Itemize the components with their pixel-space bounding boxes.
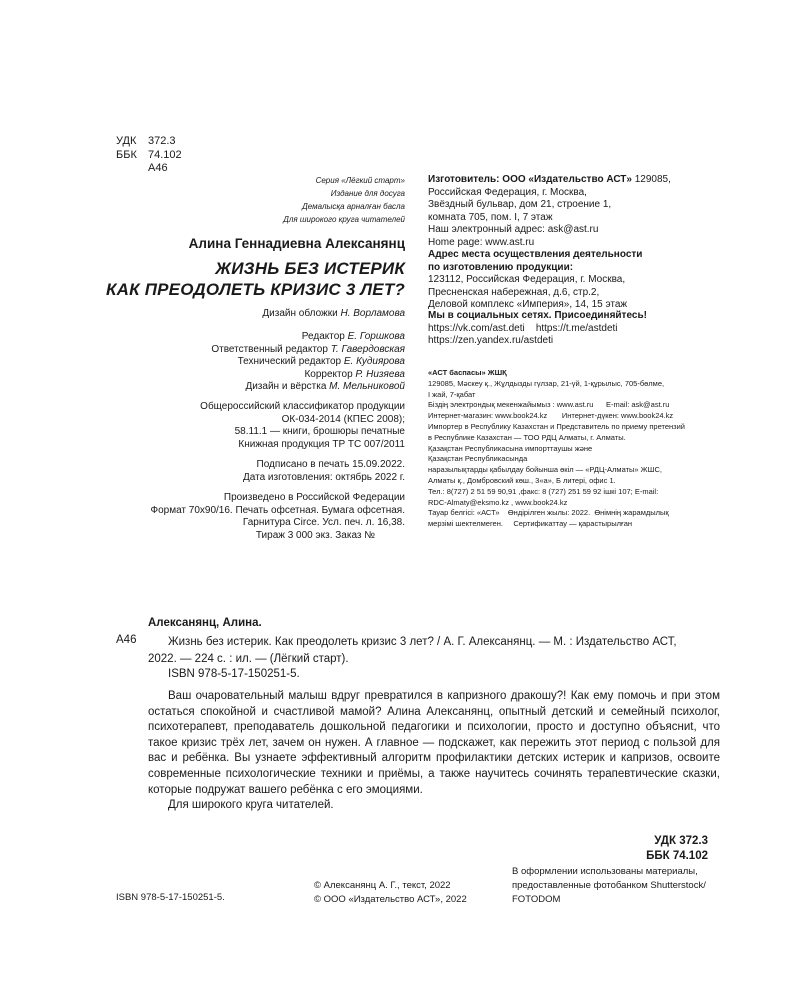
series-line: Серия «Лёгкий старт» [315, 176, 405, 185]
bbk-code: ББК 74.102 [646, 850, 708, 862]
copyright-line: © Алексанянц А. Г., текст, 2022 [314, 880, 451, 891]
date-line: Дата изготовления: октябрь 2022 г. [242, 471, 405, 483]
social-links: https://zen.yandex.ru/astdeti [428, 335, 554, 346]
bottom-isbn: ISBN 978-5-17-150251-5. [116, 892, 225, 903]
bbk-row [116, 149, 182, 163]
editor-row: Корректор Р. Низяева [304, 368, 405, 380]
credits-line: В оформлении использованы материалы, [512, 866, 698, 877]
book-title [106, 258, 405, 300]
editor-row: Редактор Е. Горшкова [301, 331, 405, 342]
catalog-heading: Алексанянц, Алина. [148, 617, 262, 629]
date-line: Подписано в печать 15.09.2022. [256, 459, 405, 470]
editor-row: Технический редактор Е. Кудиярова [237, 356, 405, 367]
catalog-reference: Жизнь без истерик. Как преодолеть кризис 3 лет? / А. Г. Алексанянц. — М. : Издательство АСТ, 2022. — 224 с. : ил. — (Лёгкий старт). [148, 636, 677, 665]
credits-line: предоставленные фотобанком Shutterstock/ [512, 880, 706, 891]
udk-label: УДК [116, 135, 137, 147]
classification-codes [608, 834, 708, 864]
catalog-author-mark: А46 [116, 634, 137, 646]
editors-block [211, 331, 405, 394]
social-block [428, 310, 647, 348]
classifier-line: Книжная продукция ТР ТС 007/2011 [238, 438, 405, 450]
udk-code: УДК 372.3 [654, 835, 708, 847]
print-info-block [150, 492, 405, 542]
classifier-block [200, 401, 405, 451]
annotation [148, 689, 720, 814]
title-line: ЖИЗНЬ БЕЗ ИСТЕРИК [215, 259, 405, 278]
dates-block [243, 459, 405, 484]
social-links: https://vk.com/ast.deti https://t.me/astdeti [428, 322, 618, 334]
author-name: Алина Геннадиевна Алексанянц [188, 236, 405, 251]
series-line: Демалысқа арналған басла [302, 202, 405, 211]
credits-line: FOTODOM [512, 894, 561, 905]
series-line: Для широкого круга читателей [283, 215, 405, 224]
cover-design [262, 308, 405, 321]
social-heading: Мы в социальных сетях. Присоединяйтесь! [428, 310, 647, 321]
bbk-label: ББК [116, 148, 137, 161]
manufacturer-email: Наш электронный адрес: ask@ast.ru [428, 224, 599, 235]
classifier-line: 58.11.1 — книги, брошюры печатные [234, 426, 405, 437]
editor-row: Дизайн и вёрстка М. Мельниковой [245, 381, 405, 392]
udk-row [116, 135, 182, 149]
catalog-isbn: ISBN 978-5-17-150251-5. [168, 668, 300, 680]
author-mark-row [116, 162, 182, 176]
cover-design-label: Дизайн обложки [262, 308, 338, 319]
manufacturer-homepage: Home page: www.ast.ru [428, 236, 535, 248]
classifier-line: ОК-034-2014 (КПЕС 2008); [281, 413, 405, 425]
series-line: Издание для досуга [330, 189, 405, 198]
print-line: Произведено в Российской Федерации [223, 492, 405, 503]
title-line: КАК ПРЕОДОЛЕТЬ КРИЗИС 3 ЛЕТ? [106, 280, 405, 299]
classification-block [116, 135, 182, 176]
print-line: Гарнитура Circe. Усл. печ. л. 16,38. [242, 517, 405, 528]
kazakh-heading: «АСТ баспасы» ЖШҚ [428, 368, 507, 377]
production-address-block: Адрес места осуществления деятельности по изготовлению продукции: 123112, Российская Федерация, г. Москва, Пресненская набережная, д.6, стр.2, Деловой комплекс «Империя», 14, 15 этаж [428, 249, 643, 310]
classifier-line: Общероссийский классификатор продукции [200, 401, 405, 412]
copyright-block [314, 879, 467, 906]
cover-design-name: Н. Ворламова [340, 308, 405, 319]
udk-value: 372.3 [148, 135, 176, 147]
annotation-audience: Для широкого круга читателей. [168, 799, 334, 812]
kazakh-info-block: «АСТ баспасы» ЖШҚ 129085, Мәскеу қ., Жұлдызды гүлзар, 21-үй, 1-құрылыс, 705-бөлме, I жай, 7-қабат Біздің электрондық мекенжайымыз : www.ast.ru E-mail: ask@ast.ru Интернет-магазин: www.book24.kz Интернет-дүкен: www.book24.kz Импортер в Республику Казахстан и Представитель по приему претензий в Республике Казахстан — ТОО РДЦ Алматы, г. Алматы. Қазақстан Республикасына импорттаушы және Қазақстан Республикасында наразылықтарды қабылдау бойынша өкіл — «РДЦ-Алматы» ЖШС, Алматы қ., Домбровский көш., 3«а», Б литері, офис 1. Тел.: 8(727) 2 51 59 90,91 ,факс: 8 (727) 251 59 92 ішкі 107; E-mail: RDC-Almaty@eksmo.kz , www.book24.kz Тауар белгісі: «АСТ» Өндірілген жылы: 2022. Өнімнің жарамдылық мерзімі шектелмеген. Сертификаттау — қарастырылған [428, 368, 685, 529]
copyright-line: © ООО «Издательство АСТ», 2022 [314, 893, 467, 905]
print-line: Тираж 3 000 экз. Заказ № [255, 529, 375, 541]
annotation-text: Ваш очаровательный малыш вдруг превратился в капризного дракошу?! Как ему помочь и при этом остаться спокойной и счастливой мамой? Алина Алексанянц, опытный детский и семейный психолог, психотерапевт, преподаватель дошкольной педагогики и психологии, просто и доступно объясниt, что такое кризис трёх лет, зачем он нужен. А главное — подскажет, как пережить этот период с пользой для вас и ребёнка. Вы узнаете эффективный алгоритм профилактики детских истерик и капризов, освоите современные психологические техники и приёмы, а также научитесь сочинять терапевтические сказки, которые подружат вашего ребёнка с его эмоциями. [148, 690, 720, 796]
series-info [283, 174, 405, 226]
bbk-value: 74.102 [148, 148, 182, 161]
manufacturer-block: Изготовитель: ООО «Издательство АСТ» 129085, Российская Федерация, г. Москва, Звёздный бульвар, дом 21, строение 1, комната 705, пом. I, 7 этаж Наш электронный адрес: ask@ast.ru Home page: www.ast.ru [428, 174, 671, 248]
print-line: Формат 70x90/16. Печать офсетная. Бумага офсетная. [150, 504, 405, 516]
manufacturer-label: Изготовитель: ООО «Издательство АСТ» [428, 174, 632, 185]
editor-row: Ответственный редактор Т. Гавердовская [211, 343, 405, 355]
credits-block [512, 865, 706, 907]
author-mark: А46 [148, 162, 168, 174]
